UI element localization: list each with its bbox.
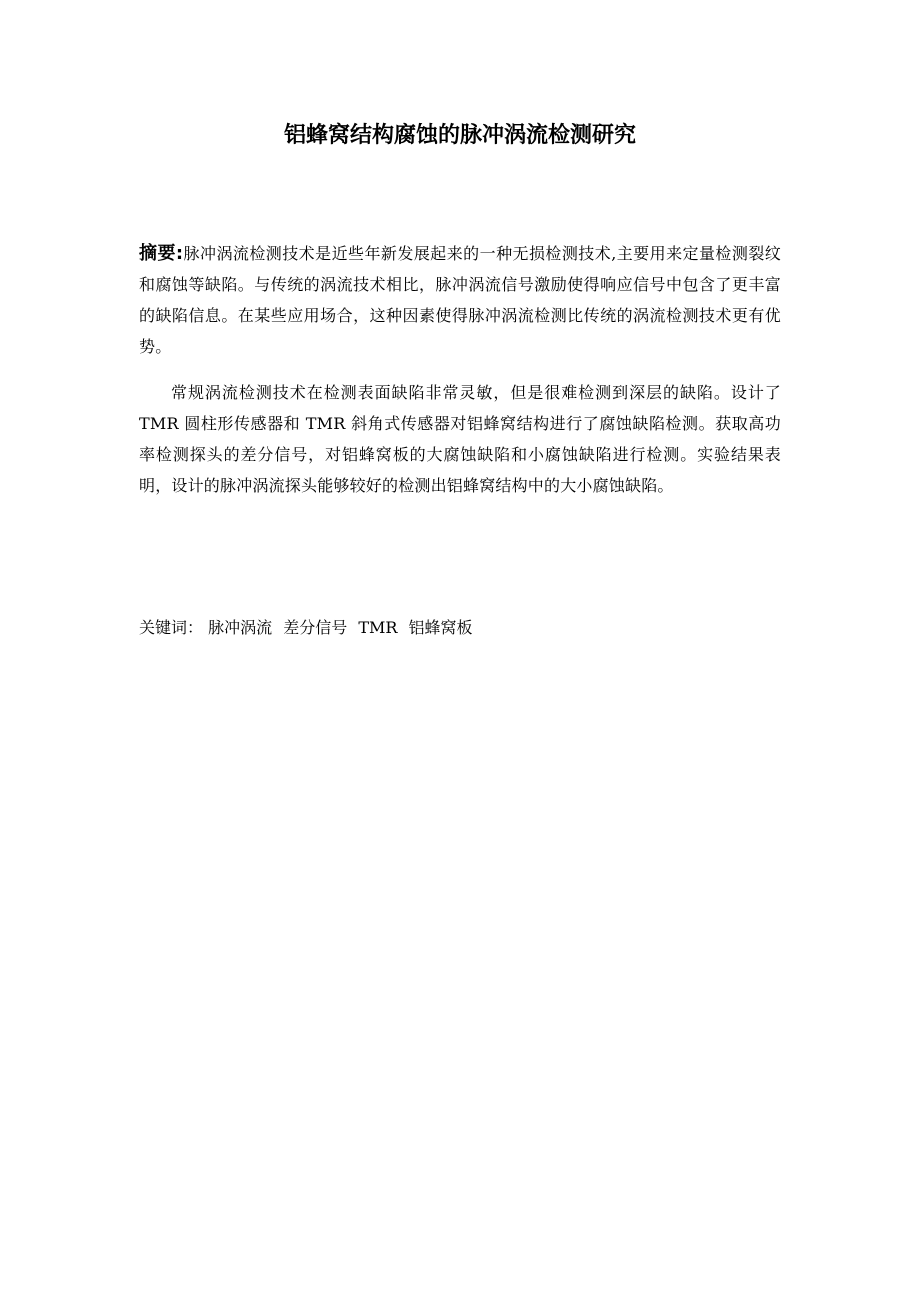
keyword-item: TMR [358, 618, 398, 637]
abstract-label: 摘要: [139, 243, 184, 264]
keyword-item: 差分信号 [283, 618, 348, 637]
abstract-section [139, 238, 781, 501]
keyword-item: 脉冲涡流 [208, 618, 273, 637]
abstract-paragraph-1 [139, 238, 781, 362]
keywords-label: 关键词： [139, 618, 204, 637]
abstract-paragraph-1-text: 脉冲涡流检测技术是近些年新发展起来的一种无损检测技术,主要用来定量检测裂纹和腐蚀等缺陷。与传统的涡流技术相比，脉冲涡流信号激励使得响应信号中包含了更丰富的缺陷信息。在某些应用场合，这种因素使得脉冲涡流检测比传统的涡流检测技术更有优势。 [139, 244, 781, 356]
keyword-item: 铝蜂窝板 [408, 618, 473, 637]
document-title: 铝蜂窝结构腐蚀的脉冲涡流检测研究 [283, 123, 636, 148]
abstract-paragraph-2: 常规涡流检测技术在检测表面缺陷非常灵敏，但是很难检测到深层的缺陷。设计了 TMR 圆柱形传感器和 TMR 斜角式传感器对铝蜂窝结构进行了腐蚀缺陷检测。获取高功率检测探头的差分信号，对铝蜂窝板的大腐蚀缺陷和小腐蚀缺陷进行检测。实验结果表明，设计的脉冲涡流探头能够较好的检测出铝蜂窝结构中的大小腐蚀缺陷。 [139, 383, 781, 495]
keywords-line [139, 612, 781, 643]
